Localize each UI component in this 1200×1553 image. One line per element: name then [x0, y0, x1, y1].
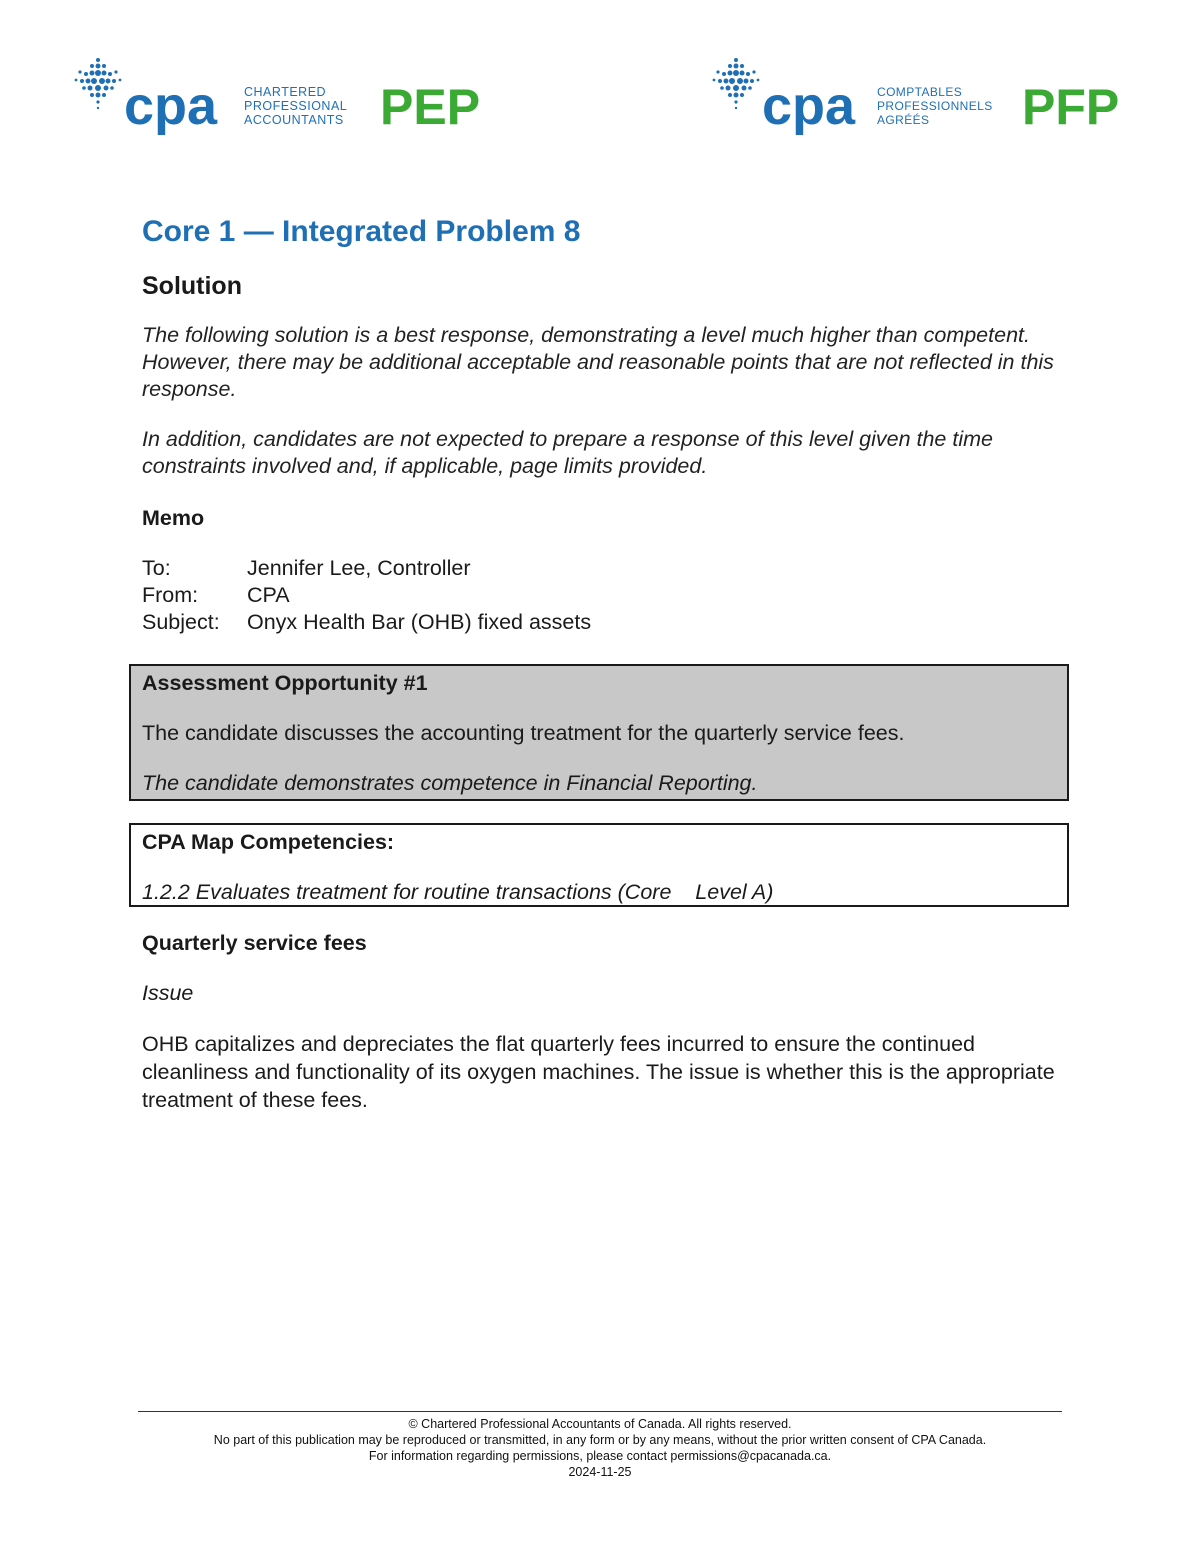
- memo-from-row: [142, 582, 1072, 609]
- logo-line-3: AGRÉÉS: [877, 113, 930, 127]
- cpa-wordmark: cpa: [762, 76, 856, 136]
- program-label: PEP: [380, 79, 481, 135]
- memo-subject-value: Onyx Health Bar (OHB) fixed assets: [247, 610, 592, 634]
- logo-line-2: PROFESSIONAL: [244, 99, 348, 113]
- logo-line-1: COMPTABLES: [877, 85, 963, 99]
- memo-to-row: [142, 555, 1072, 582]
- assessment-description: The candidate discusses the accounting treatment for the quarterly service fees.: [142, 721, 905, 745]
- logo-line-3: ACCOUNTANTS: [244, 113, 344, 127]
- program-label: PFP: [1022, 79, 1120, 135]
- assessment-heading: Assessment Opportunity #1: [142, 671, 428, 695]
- cpa-wordmark: cpa: [124, 76, 218, 136]
- quarterly-fees-section: [142, 930, 1072, 1136]
- issue-label: Issue: [142, 981, 194, 1005]
- footer-contact: For information regarding permissions, please contact permissions@cpacanada.ca.: [368, 1449, 832, 1463]
- page-title: Core 1 — Integrated Problem 8: [142, 215, 581, 248]
- memo-from-value: CPA: [247, 583, 290, 607]
- section-heading: Quarterly service fees: [142, 931, 367, 955]
- page-footer: [138, 1411, 1062, 1480]
- memo-from-label: From:: [142, 583, 199, 607]
- solution-heading: Solution: [142, 272, 242, 300]
- logo-line-1: CHARTERED: [244, 85, 327, 99]
- footer-notice: No part of this publication may be reproduced or transmitted, in any form or by any means, without the prior written consent of CPA Canada.: [213, 1433, 987, 1447]
- memo-to-value: Jennifer Lee, Controller: [247, 556, 471, 580]
- memo-heading: Memo: [142, 506, 205, 530]
- assessment-competence: The candidate demonstrates competence in Financial Reporting.: [142, 771, 758, 795]
- cpa-logo-french: [710, 52, 1130, 142]
- map-heading: CPA Map Competencies:: [142, 830, 395, 854]
- assessment-opportunity-box: [129, 664, 1069, 801]
- cpa-map-competencies-box: [129, 823, 1069, 907]
- maple-leaf-icon: [713, 58, 760, 109]
- document-intro: [142, 210, 1072, 636]
- footer-copyright: © Chartered Professional Accountants of Canada. All rights reserved.: [408, 1417, 792, 1431]
- memo-subject-row: [142, 609, 1072, 636]
- intro-paragraph: The following solution is a best response, demonstrating a level much higher than competent. However, there may be additional acceptable and reasonable points that are not reflected in this response.: [142, 323, 1054, 401]
- intro-paragraph: In addition, candidates are not expected to prepare a response of this level given the time constraints involved and, if applicable, page limits provided.: [142, 427, 993, 478]
- maple-leaf-icon: [75, 58, 122, 109]
- memo-subject-label: Subject:: [142, 610, 220, 634]
- map-competency-item: 1.2.2 Evaluates treatment for routine transactions (Core Level A): [142, 880, 774, 904]
- cpa-logo-english: [72, 52, 502, 142]
- memo-header: [142, 555, 1072, 636]
- memo-to-label: To:: [142, 556, 171, 580]
- issue-paragraph: OHB capitalizes and depreciates the flat quarterly fees incurred to ensure the continued cleanliness and functionality of its oxygen machines. The issue is whether this is the appropriate treatment of these fees.: [142, 1032, 1055, 1112]
- footer-date: 2024-11-25: [568, 1465, 632, 1479]
- logo-line-2: PROFESSIONNELS: [877, 99, 993, 113]
